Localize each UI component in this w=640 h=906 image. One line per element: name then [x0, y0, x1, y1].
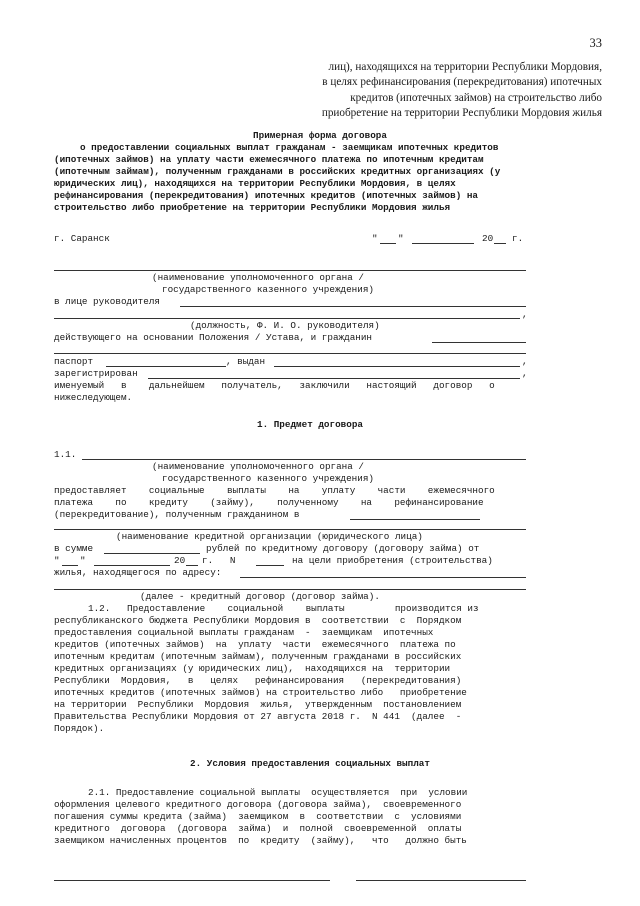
clause-1-2-line: республиканского бюджета Республики Мордовия в соответствии с Порядком — [54, 615, 462, 626]
named-text: именуемый в дальнейшем получатель, заключили настоящий договор о — [54, 380, 495, 391]
housing-address-line-2 — [54, 589, 526, 590]
clause-1-2-line: ипотечных кредитов (ипотечных займов) на строительство либо приобретение — [54, 687, 467, 698]
provides-text: предоставляет социальные выплаты на уплату части ежемесячного — [54, 485, 495, 496]
header-line: кредитов (ипотечных займов) на строительство либо — [350, 91, 602, 104]
purpose-text: на цели приобретения (строительства) — [292, 555, 493, 566]
organ-name-line-2 — [82, 459, 526, 460]
clause-1-2-line: кредитных организациях (у юридических лиц), находящихся на территории — [54, 663, 451, 674]
form-subtitle-line: рефинансирования (перекредитования) ипотечных кредитов (ипотечных займов) на — [54, 190, 479, 201]
passport-number-line — [106, 366, 226, 367]
in-person-of-label: в лице руководителя — [54, 296, 161, 307]
bottom-rule-left — [54, 880, 330, 881]
comma: , — [522, 356, 528, 367]
passport-label: паспорт — [54, 356, 94, 367]
date-day-line — [380, 243, 396, 244]
header-line: в целях рефинансирования (перекредитования) ипотечных — [322, 76, 602, 89]
city-label: г. Саранск — [54, 233, 110, 244]
form-subtitle-line: юридических лиц), находящихся на территории Республики Мордовия, в целях — [54, 178, 456, 189]
date-quote-close: " — [398, 233, 404, 244]
issued-by-line — [274, 366, 520, 367]
caption-organ: государственного казенного учреждения) — [162, 473, 375, 484]
loan-agreement-note: (далее - кредитный договор (договор займа). — [140, 591, 380, 602]
sum-label: в сумме — [54, 543, 94, 554]
caption-bank: (наименование кредитной организации (юридического лица) — [116, 531, 423, 542]
header-line: лиц), находящихся на территории Республики Мордовия, — [328, 61, 602, 73]
named-text-end: нижеследующем. — [54, 392, 133, 403]
date2-day-line — [62, 565, 78, 566]
form-title: Примерная форма договора — [253, 130, 387, 141]
registration-line — [148, 378, 520, 379]
clause-1-2-line: ипотечным кредитам (ипотечным займам), полученным гражданами в российских — [54, 651, 462, 662]
date2-year-prefix: 20 — [174, 555, 186, 566]
sum-line — [104, 553, 200, 554]
provides-text: платежа по кредиту (займу), полученному на рефинансирование — [54, 497, 484, 508]
form-subtitle-line: строительство либо приобретение на территории Республики Мордовия жилья — [54, 202, 451, 213]
date2-number-label: г. N — [202, 555, 236, 566]
sum-rest-text: рублей по кредитному договору (договору займа) от — [206, 543, 480, 554]
caption-organ: (наименование уполномоченного органа / — [152, 461, 365, 472]
housing-address-line — [240, 577, 526, 578]
section-2-title: 2. Условия предоставления социальных выплат — [190, 758, 430, 769]
acting-basis-text: действующего на основании Положения / Устава, и гражданин — [54, 332, 373, 343]
caption-organ: (наименование уполномоченного органа / — [152, 272, 365, 283]
clause-2-1-line: заемщиком начисленных процентов по кредиту (займу), что должно быть — [54, 835, 467, 846]
date-year-prefix: 20 — [482, 233, 494, 244]
date-quote-close-2: " — [80, 555, 86, 566]
form-subtitle-line: (ипотечным займам), полученным гражданами в российских кредитных организациях (у — [54, 166, 501, 177]
clause-2-1-line: 2.1. Предоставление социальной выплаты осуществляется при условии — [88, 787, 468, 798]
director-line-2 — [54, 318, 520, 319]
organ-name-line — [54, 270, 526, 271]
bank-name-line-2 — [54, 529, 526, 530]
citizen-name-line — [432, 342, 526, 343]
date-quote-open-2: " — [54, 555, 60, 566]
header-line: приобретение на территории Республики Мордовия жилья — [321, 107, 602, 120]
clause-2-1-line: оформления целевого кредитного договора (договора займа), своевременного — [54, 799, 462, 810]
page-number: 33 — [589, 36, 602, 50]
date-month-line — [412, 243, 474, 244]
clause-1-2-line: предоставления социальной выплаты гражданам - заемщикам ипотечных — [54, 627, 434, 638]
form-subtitle-line: о предоставлении социальных выплат гражданам - заемщикам ипотечных кредитов — [80, 142, 499, 153]
clause-1-2-line: Республики Мордовия, в целях рефинансирования (перекредитования) — [54, 675, 462, 686]
caption-position: (должность, Ф. И. О. руководителя) — [190, 320, 380, 331]
registered-label: зарегистрирован — [54, 368, 138, 379]
provides-text: (перекредитование), полученным гражданином в — [54, 509, 300, 520]
date2-year-line — [186, 565, 198, 566]
date2-month-line — [94, 565, 170, 566]
issued-label: , выдан — [226, 356, 266, 367]
comma: , — [522, 309, 528, 320]
date-year-suffix: г. — [512, 233, 524, 244]
date-year-line — [494, 243, 506, 244]
form-subtitle-line: (ипотечных займов) на уплату части ежемесячного платежа по ипотечным кредитам — [54, 154, 484, 165]
clause-1-1-number: 1.1. — [54, 449, 77, 460]
director-line — [180, 306, 526, 307]
citizen-name-line-2 — [54, 353, 526, 354]
clause-1-2-line: на территории Республики Мордовия жилья, утвержденным постановлением — [54, 699, 462, 710]
clause-2-1-line: погашения суммы кредита (займа) заемщиком в соответствии с условиями — [54, 811, 462, 822]
housing-address-label: жилья, находящегося по адресу: — [54, 567, 222, 578]
bank-name-line — [350, 519, 480, 520]
clause-1-2-line: 1.2. Предоставление социальной выплаты производится из — [88, 603, 479, 614]
section-1-title: 1. Предмет договора — [256, 419, 363, 430]
comma: , — [522, 368, 528, 379]
contract-number-line — [256, 565, 284, 566]
bottom-rule-right — [356, 880, 526, 881]
clause-1-2-line: Порядок). — [54, 723, 105, 734]
clause-2-1-line: кредитного договора (договора займа) и полной своевременной оплаты — [54, 823, 462, 834]
clause-1-2-line: кредитов (ипотечных займов) на уплату части ежемесячного платежа по — [54, 639, 456, 650]
appendix-header — [262, 60, 602, 122]
caption-organ: государственного казенного учреждения) — [162, 284, 375, 295]
date-quote-open: " — [372, 233, 378, 244]
clause-1-2-line: Правительства Республики Мордовия от 27 августа 2018 г. N 441 (далее - — [54, 711, 462, 722]
